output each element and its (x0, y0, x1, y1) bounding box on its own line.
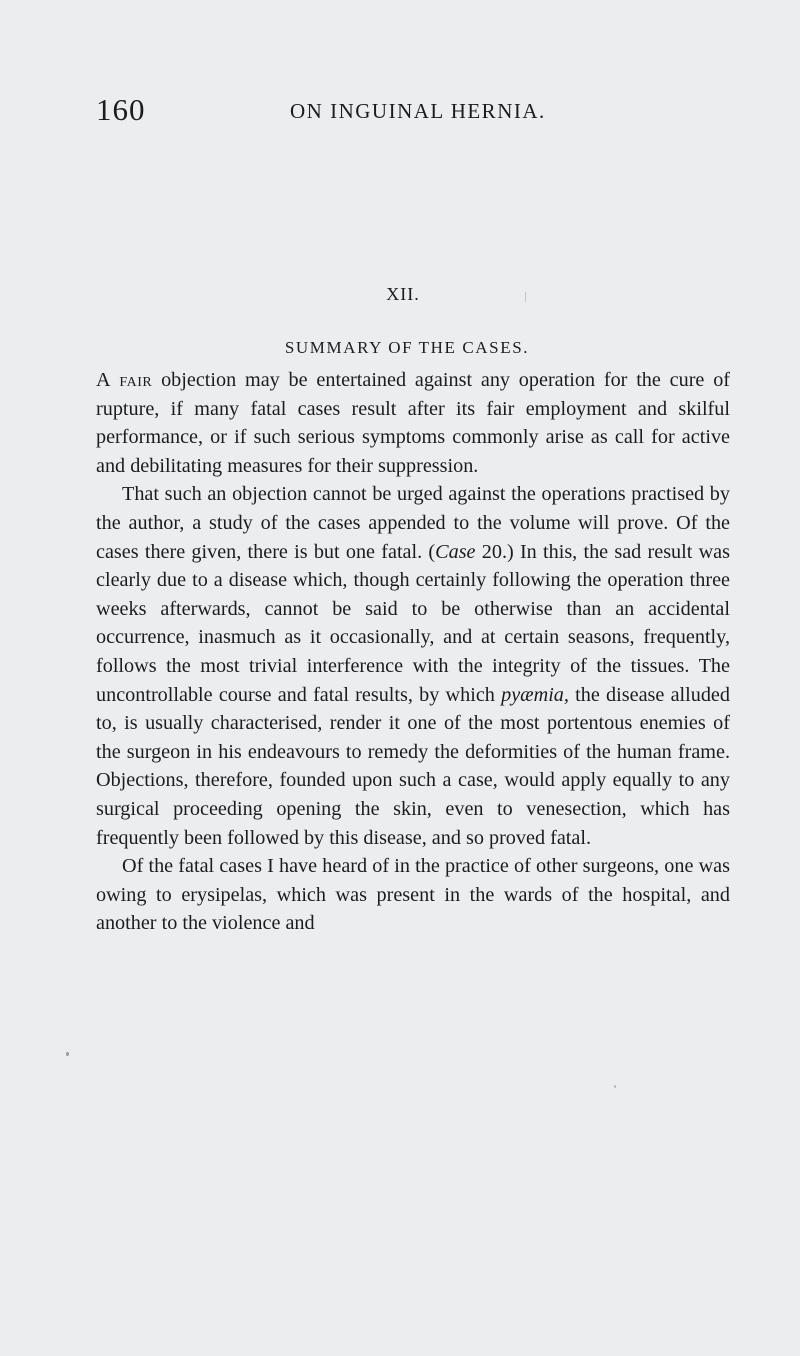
running-head (96, 92, 736, 132)
lead-word: A (96, 369, 111, 391)
paragraph-1-text: objection may be entertained against any operation for the cure of rupture, if many fatal cases result after its fair employment and skilful performance, or if such serious symptoms commonly arise as call for active and debilitating measures for their suppression. (96, 369, 731, 477)
case-reference: Case (435, 540, 476, 563)
body-text (96, 366, 730, 938)
running-title: ON INGUINAL HERNIA. (290, 99, 546, 123)
page-number: 160 (96, 92, 146, 127)
paragraph-2-text-c: the disease alluded to, is usually characterised, render it one of the most portentous enemies of the surgeon in his endeavours to remedy the deformities of the human frame. Objections, therefore, founded upon such a case, would apply equally to any surgical proceeding opening the skin, even to venesection, which has frequently been followed by this disease, and so proved fatal. (96, 683, 730, 849)
print-speck (66, 1052, 69, 1056)
section-title: SUMMARY OF THE CASES. (284, 338, 530, 357)
paragraph-2-text-a: That such an objection cannot be urged against the operations practised by the author, a study of the cases appended to the volume will prove. Of the cases there given, there is but one fatal. ( (96, 483, 730, 563)
print-speck (614, 1085, 616, 1088)
paragraph-1 (96, 366, 730, 480)
italic-term: pyæmia, (501, 683, 569, 706)
paragraph-3-text: Of the fatal cases I have heard of in the practice of other surgeons, one was owing to erysipelas, which was present in the wards of the hospital, and another to the violence and (96, 855, 730, 935)
paragraph-2 (96, 480, 730, 852)
paragraph-2-text-b: 20.) In this, the sad result was clearly due to a disease which, though certainly following the operation three weeks afterwards, cannot be said to be otherwise than an accidental occurrence, inasmuch as it occasionally, and at certain seasons, frequently, follows the most trivial interference with the integrity of the tissues. The uncontrollable course and fatal results, by which (96, 540, 730, 706)
section-number: XII. (386, 284, 420, 304)
paragraph-3 (96, 852, 730, 938)
lead-small-caps: fair (119, 369, 153, 391)
print-speck (525, 292, 526, 302)
